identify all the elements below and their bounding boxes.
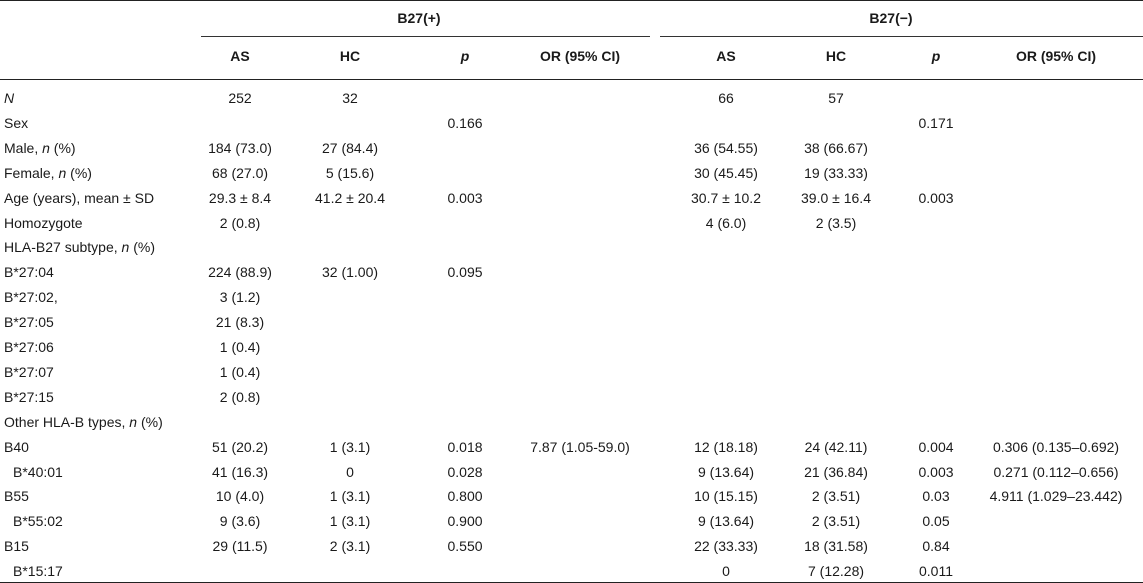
- table-cell: 0.900: [447, 513, 483, 530]
- row-label-italic: n: [121, 239, 130, 256]
- table-cell: 39.0 ± 16.4: [801, 189, 871, 206]
- table-cell: 2 (3.5): [815, 214, 857, 231]
- table-cell: 7.87 (1.05-59.0): [530, 438, 630, 455]
- table-cell: 36 (54.55): [694, 139, 758, 156]
- row-label: B*27:04: [4, 264, 54, 281]
- table-cell: 51 (20.2): [211, 438, 269, 455]
- table-cell: 1 (0.4): [219, 339, 261, 355]
- table-cell: 19 (33.33): [804, 164, 868, 181]
- table-cell: 21 (8.3): [215, 314, 265, 331]
- row-label: [4, 140, 76, 157]
- table-cell: 21 (36.84): [804, 463, 868, 480]
- table-cell: 0.271 (0.112–0.656): [993, 463, 1119, 480]
- table-cell: 0.011: [919, 563, 953, 580]
- table-cell: 30.7 ± 10.2: [691, 189, 761, 206]
- row-label-suffix: (%): [129, 239, 155, 256]
- row-label: Sex: [4, 114, 29, 131]
- column-header: HC: [339, 48, 361, 64]
- table-cell: 18 (31.58): [804, 538, 868, 555]
- table-cell: 184 (73.0): [208, 139, 272, 156]
- table-cell: 0.028: [447, 463, 483, 480]
- table-cell: 0.171: [918, 114, 954, 131]
- row-label: B*15:17: [13, 563, 63, 580]
- table-cell: 0.550: [447, 538, 483, 555]
- table-cell: 32 (1.00): [321, 264, 379, 281]
- table-cell: 10 (4.0): [215, 488, 265, 505]
- table-cell: 1 (3.1): [329, 438, 371, 455]
- table-cell: 66: [718, 90, 734, 106]
- table-cell: 4.911 (1.029–23.442): [989, 488, 1123, 505]
- table-cell: 3 (1.2): [219, 289, 261, 306]
- row-label-text: HLA-B27 subtype,: [4, 239, 122, 256]
- table-cell: 27 (84.4): [321, 139, 379, 156]
- table-cell: 29 (11.5): [212, 538, 268, 555]
- row-label: B15: [4, 538, 29, 555]
- table-cell: 9 (13.64): [697, 513, 755, 530]
- row-label-text: Male,: [4, 139, 43, 156]
- table-cell: 9 (13.64): [697, 463, 755, 480]
- row-label-suffix: (%): [137, 413, 163, 430]
- column-header: p: [931, 48, 941, 64]
- row-label-italic: n: [42, 139, 50, 156]
- table-cell: 2 (0.8): [219, 214, 261, 231]
- row-label: B55: [4, 488, 29, 505]
- table-cell: 4 (6.0): [705, 214, 747, 231]
- table-cell: 224 (88.9): [208, 264, 272, 281]
- table-cell: 0: [346, 463, 354, 480]
- table-cell: 252: [228, 90, 252, 106]
- row-label-italic: n: [129, 413, 138, 430]
- table-cell: 10 (15.15): [694, 488, 758, 505]
- table-cell: 9 (3.6): [219, 513, 261, 530]
- group-header-b27-negative: B27(−): [869, 10, 913, 26]
- table-cell: 0.84: [922, 538, 950, 555]
- table-cell: 0.003: [447, 189, 483, 206]
- table-cell: 2 (0.8): [219, 388, 261, 405]
- group-rule-b27-positive: [201, 36, 650, 37]
- table-cell: 0.306 (0.135–0.692): [992, 438, 1120, 455]
- table-cell: 2 (3.51): [811, 488, 861, 505]
- table-cell: 0.095: [447, 264, 483, 281]
- group-header-b27-positive: B27(+): [397, 10, 441, 26]
- table-cell: 12 (18.18): [694, 438, 758, 455]
- column-header: p: [460, 48, 470, 64]
- column-header: HC: [825, 48, 847, 64]
- table-cell: 24 (42.11): [804, 438, 868, 455]
- row-label: [4, 239, 155, 256]
- table-cell: 32: [342, 90, 358, 106]
- table-cell: 2 (3.1): [329, 538, 371, 555]
- table-cell: 22 (33.33): [694, 538, 758, 555]
- table-cell: 0.166: [447, 114, 483, 131]
- row-label: B*27:02,: [4, 289, 58, 306]
- table-cell: 1 (3.1): [329, 488, 371, 505]
- row-label: B*27:06: [4, 339, 54, 355]
- row-label: B*27:05: [4, 314, 54, 331]
- table-cell: 0.004: [918, 438, 954, 455]
- row-label: B40: [4, 438, 29, 455]
- table-cell: 57: [828, 90, 844, 106]
- table-cell: 5 (15.6): [325, 164, 375, 181]
- table-cell: 68 (27.0): [211, 164, 269, 181]
- row-label-text: Female,: [4, 164, 59, 181]
- row-label: Age (years), mean ± SD: [4, 189, 155, 206]
- table-cell: 0.800: [447, 488, 483, 505]
- row-label: [4, 165, 92, 182]
- table-cell: 41.2 ± 20.4: [315, 189, 385, 206]
- top-rule: [0, 0, 1143, 1]
- column-header: AS: [230, 48, 250, 64]
- group-rule-b27-negative: [660, 36, 1143, 37]
- row-label: [4, 414, 163, 431]
- column-header: OR (95% CI): [539, 48, 621, 64]
- row-label: Homozygote: [4, 214, 83, 231]
- table-cell: 30 (45.45): [694, 164, 758, 181]
- table-cell: 2 (3.51): [811, 513, 861, 530]
- column-header: AS: [716, 48, 736, 64]
- table-cell: 1 (0.4): [219, 363, 261, 380]
- column-header: OR (95% CI): [1015, 48, 1097, 64]
- row-label-suffix: (%): [66, 164, 92, 181]
- table-cell: 0.003: [918, 463, 954, 480]
- row-label-suffix: (%): [49, 139, 76, 156]
- row-label-text: Other HLA-B types,: [4, 413, 130, 430]
- table-cell: 0.018: [447, 438, 483, 455]
- table-cell: 7 (12.28): [807, 563, 865, 580]
- table-cell: 38 (66.67): [804, 139, 868, 156]
- table-cell: 41 (16.3): [211, 463, 269, 480]
- table-cell: 0.05: [922, 513, 950, 530]
- row-label: B*27:07: [4, 363, 54, 380]
- row-label: B*55:02: [13, 513, 63, 530]
- header-bottom-rule: [0, 79, 1143, 80]
- table-cell: 0: [722, 563, 730, 580]
- row-label-italic: n: [58, 164, 67, 181]
- table-cell: 0.03: [922, 488, 950, 505]
- table-cell: 29.3 ± 8.4: [208, 189, 272, 206]
- row-label: N: [4, 90, 15, 106]
- row-label: B*40:01: [13, 463, 63, 480]
- table-cell: 1 (3.1): [329, 513, 371, 530]
- table-cell: 0.003: [918, 189, 954, 206]
- row-label: B*27:15: [4, 388, 54, 405]
